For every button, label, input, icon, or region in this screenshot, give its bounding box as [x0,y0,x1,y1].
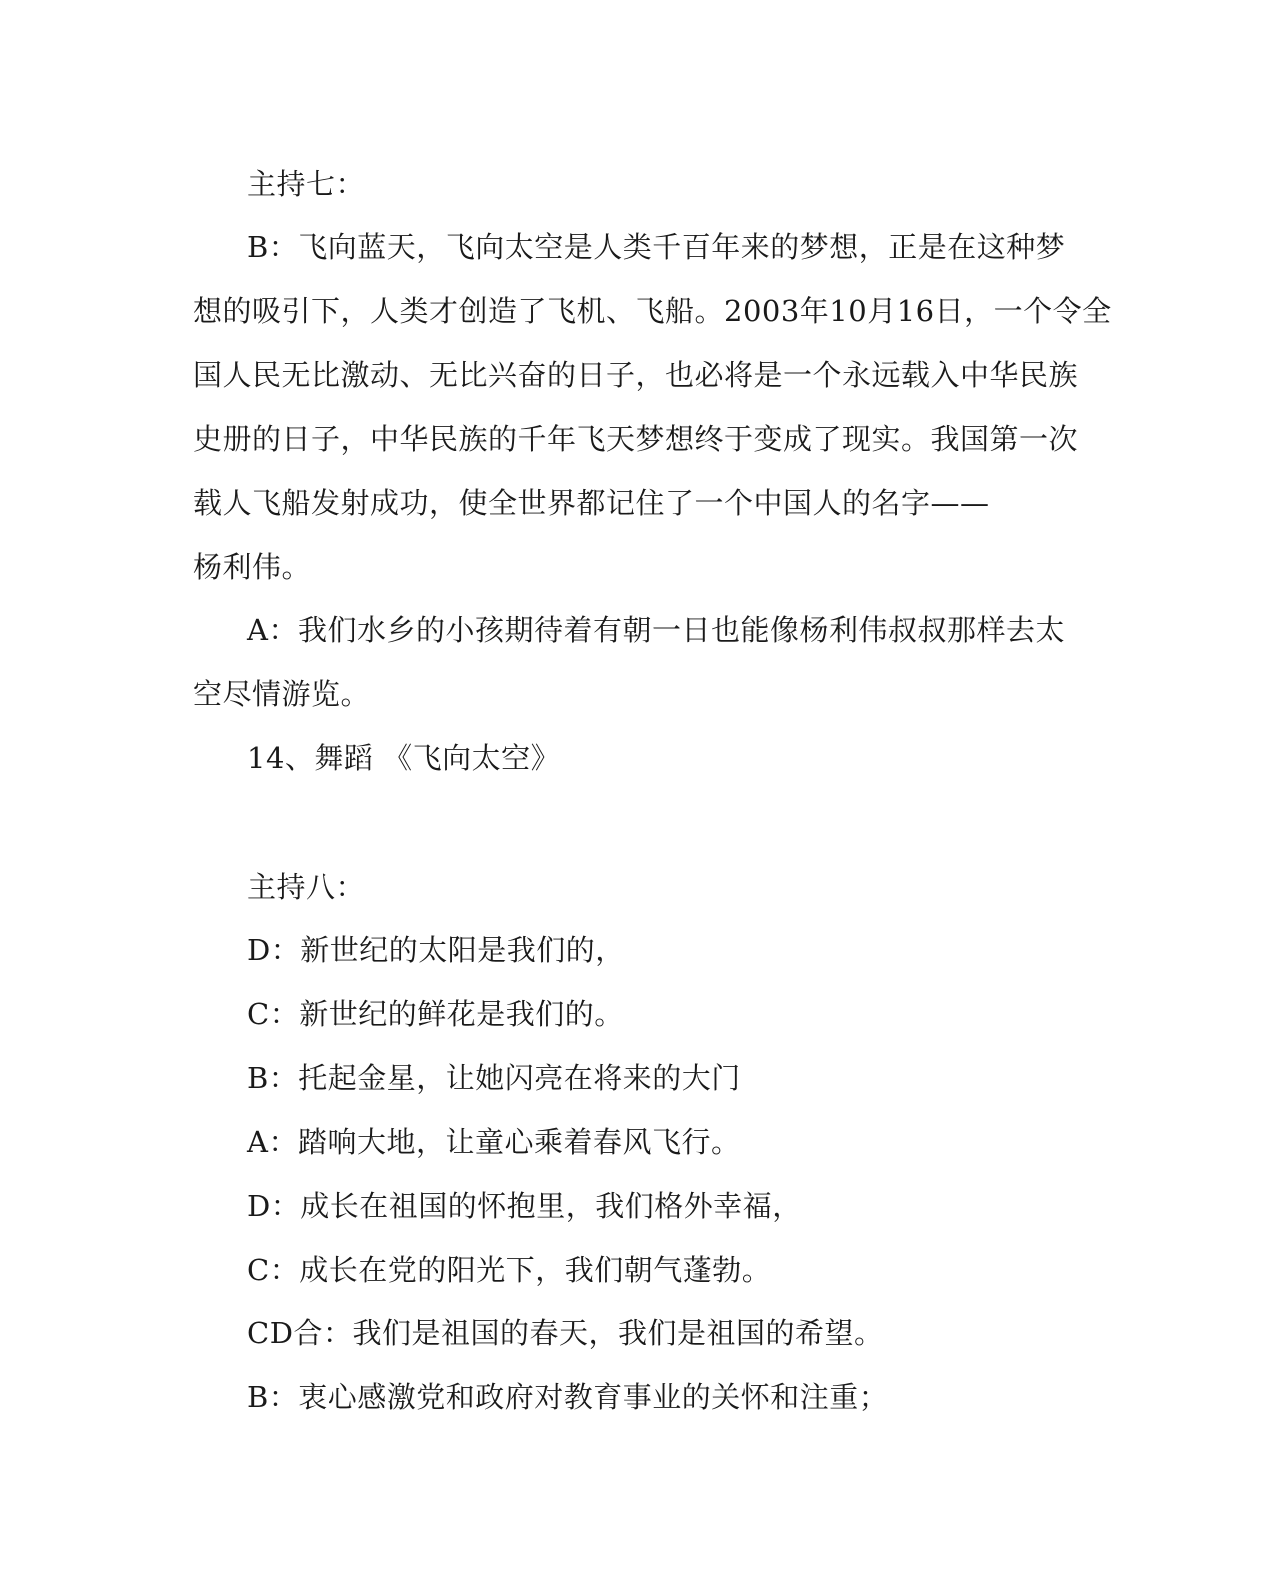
paragraph-b-line-2: 想的吸引下，人类才创造了飞机、飞船。2003年10月16日，一个令全 [193,294,1112,328]
program-item: 14、舞蹈 《飞向太空》 [247,741,561,775]
dialogue-line-7: CD合：我们是祖国的春天，我们是祖国的希望。 [247,1316,884,1350]
dialogue-line-4: A：踏响大地，让童心乘着春风飞行。 [247,1125,741,1159]
paragraph-b-line-4: 史册的日子，中华民族的千年飞天梦想终于变成了现实。我国第一次 [193,422,1079,456]
paragraph-b-line-6: 杨利伟。 [193,550,312,584]
dialogue-line-6: C：成长在党的阳光下，我们朝气蓬勃。 [247,1253,772,1287]
dialogue-line-1: D：新世纪的太阳是我们的， [247,933,625,967]
paragraph-a-line-1: A：我们水乡的小孩期待着有朝一日也能像杨利伟叔叔那样去太 [247,613,1065,647]
dialogue-line-8: B：衷心感激党和政府对教育事业的关怀和注重； [247,1380,889,1414]
paragraph-b-line-1: B：飞向蓝天，飞向太空是人类千百年来的梦想，正是在这种梦 [247,230,1066,264]
dialogue-line-2: C：新世纪的鲜花是我们的。 [247,997,624,1031]
dialogue-line-5: D：成长在祖国的怀抱里，我们格外幸福， [247,1189,802,1223]
paragraph-b-line-5: 载人飞船发射成功，使全世界都记住了一个中国人的名字—— [193,486,990,520]
dialogue-line-3: B：托起金星，让她闪亮在将来的大门 [247,1061,741,1095]
paragraph-a-line-2: 空尽情游览。 [193,677,371,711]
section-7-heading: 主持七： [247,167,366,201]
paragraph-b-line-3: 国人民无比激动、无比兴奋的日子，也必将是一个永远载入中华民族 [193,358,1079,392]
section-8-heading: 主持八： [247,870,366,904]
